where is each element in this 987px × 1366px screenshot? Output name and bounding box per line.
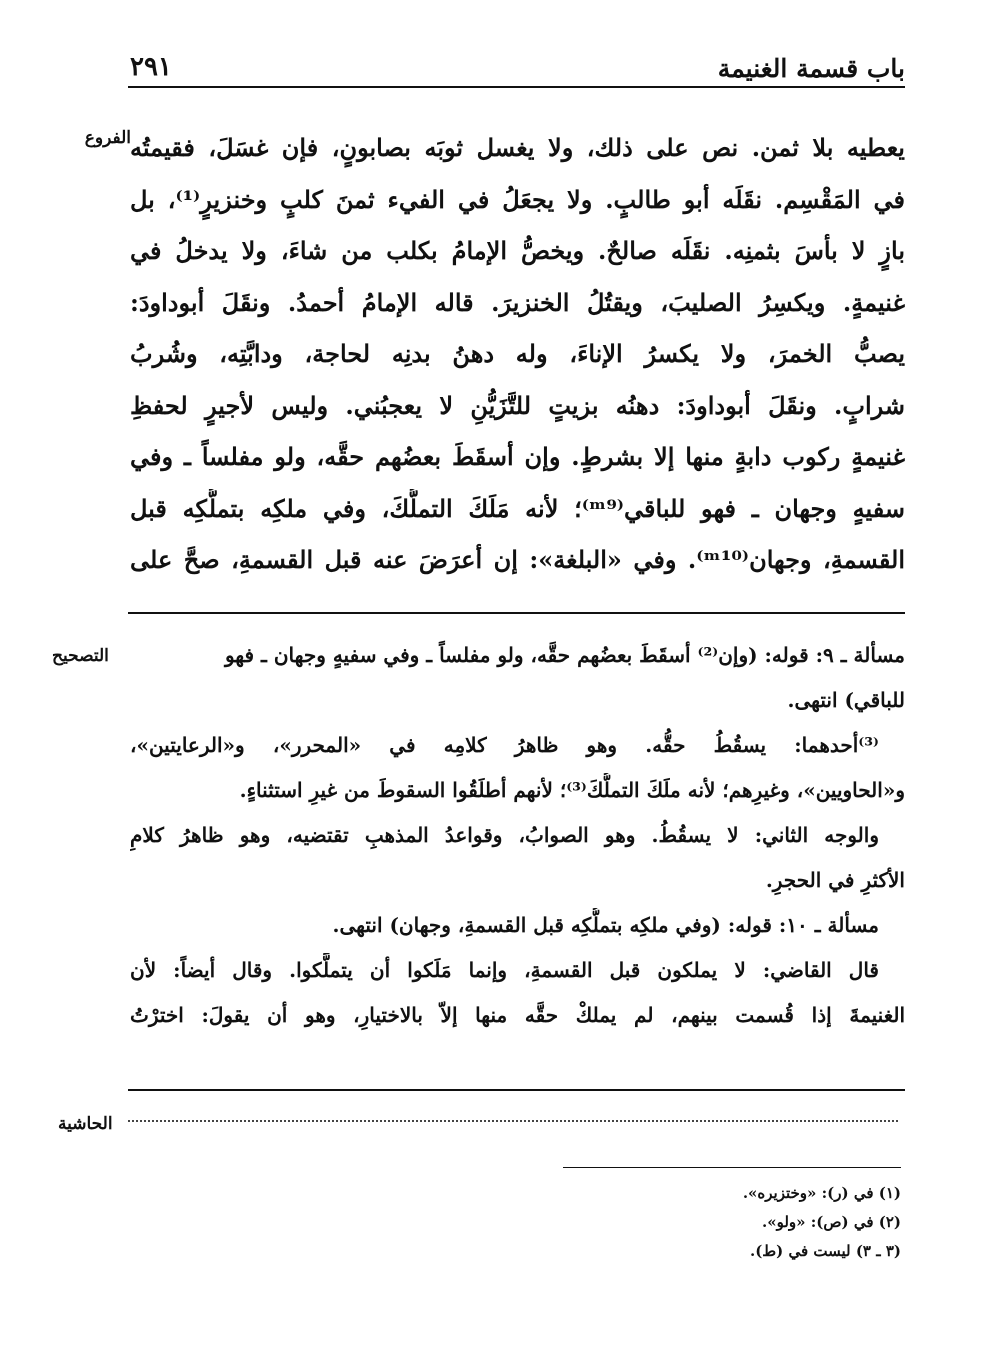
section-divider	[128, 1089, 905, 1091]
main-text-line: سفيهٍ وجهان ـ فهو للباقي⁽ᵐ⁹⁾؛ لأنه مَلَكَ التملُّكَ، وفي ملكِه بتملُّكِه قبل	[130, 493, 905, 523]
main-text-line: غنيمةٍ ركوب دابةٍ منها إلا بشرطٍ. وإن أسقَطَ بعضُهم حقَّه، ولو مفلساً ـ وفي	[130, 442, 905, 471]
masala-9-heading: مسألة ـ ٩	[823, 643, 905, 667]
wajh-2-line-2: الأكثرِ في الحجرِ.	[765, 868, 905, 892]
main-text-line: بازٍ لا بأسَ بثمنِه. نقَلَه صالحٌ. ويخصُّ الإمامُ بكلب من شاءَ، ولا يدخلُ في	[130, 236, 905, 265]
side-label-hashiya: الحاشية	[58, 1114, 113, 1134]
masala-10-heading: مسألة ـ ١٠	[786, 913, 879, 937]
main-text-line: غنيمةٍ. ويكسِرُ الصليبَ، ويقتُلُ الخنزيرَ. قاله الإمامُ أحمدُ. ونقَلَ أبوداودَ:	[130, 287, 905, 317]
main-text-line: يعطيه بلا ثمن. نص على ذلك، ولا يغسل ثوبَه بصابونٍ، فإن غسَلَ، فقيمتُه	[130, 133, 905, 162]
side-label-tashih: التصحيح	[52, 646, 109, 666]
masala-9-end: للباقي) انتهى.	[787, 688, 905, 712]
section-divider	[128, 612, 905, 614]
footnote: (٣ ـ ٣) ليست في (ط).	[749, 1242, 901, 1260]
qadi-line-1: قال القاضي: لا يملكون قبل القسمةِ، وإنما مَلَكوا أن يتملَّكوا. وقال أيضاً: لأن	[130, 958, 879, 982]
main-text-line: يصبُّ الخمرَ، ولا يكسرُ الإناءَ، وله دهنُ بدنِه لحاجة، ودابَّتِه، وشُربُ	[130, 339, 905, 368]
masala-9-text: : قوله: (وإن⁽²⁾ أسقَطَ بعضُهم حقَّه، ولو مفلساً ـ وفي سفيهٍ وجهان ـ فهو	[224, 643, 823, 667]
wajh-1-line-1: ⁽³⁾أحدهما: يسقُطُ حقُّه. وهو ظاهرُ كلامِه في «المحرر»، و«الرعايتين»،	[130, 733, 879, 757]
masala-10-line	[130, 908, 905, 953]
masala-10-text: : قوله: (وفي ملكِه بتملُّكِه قبل القسمةِ، وجهان) انتهى.	[332, 913, 787, 937]
hashiya-dotted-line	[128, 1120, 898, 1122]
tashih-section	[130, 638, 905, 1043]
footnotes	[481, 1180, 901, 1267]
side-label-furu: الفروع	[84, 128, 131, 148]
wajh-1-line-2: و«الحاويين»، وغيرِهم؛ لأنه ملَكَ التملُّكَ⁽³⁾؛ لأنهم أطلَقُوا السقوطَ من غيرِ استثناءٍ.	[239, 778, 905, 802]
main-text-line: في المَقْسِم. نقَلَه أبو طالبٍ. ولا يجعَلُ في الفيء ثمنَ كلبٍ وخنزيرٍ⁽¹⁾، بل	[130, 184, 905, 214]
wajh-2-line-1: والوجه الثاني: لا يسقُطُ. وهو الصوابُ، وقواعدُ المذهبِ تقتضيه، وهو ظاهرُ كلامِ	[130, 823, 879, 847]
masala-9-line	[130, 638, 905, 683]
footnote: (٢) في (ص): «ولو».	[761, 1213, 901, 1231]
qadi-line-2: الغنيمةَ إذا قُسمت بينهم، لم يملكْ حقَّه منها إلاّ بالاختيارِ، وهو أن يقولَ: اخترْتُ	[130, 1003, 905, 1027]
chapter-title: باب قسمة الغنيمة	[717, 54, 905, 83]
main-text-line: القسمةِ، وجهان⁽ᵐ¹⁰⁾. وفي «البلغة»: إن أعرَضَ عنه قبل القسمةِ، صحَّ على	[130, 545, 905, 574]
page-number: ٢٩١	[130, 52, 172, 82]
footnote-divider	[563, 1167, 901, 1168]
footnote: (١) في (ر): «وختزيره».	[742, 1184, 901, 1202]
main-text-line: شرابٍ. ونقَلَ أبوداودَ: دهنُه بزيتٍ للتَّزَيُّنِ لا يعجبُني. وليس لأجيرٍ لحفظِ	[130, 390, 905, 420]
main-text	[130, 128, 905, 592]
page-header	[128, 50, 905, 88]
